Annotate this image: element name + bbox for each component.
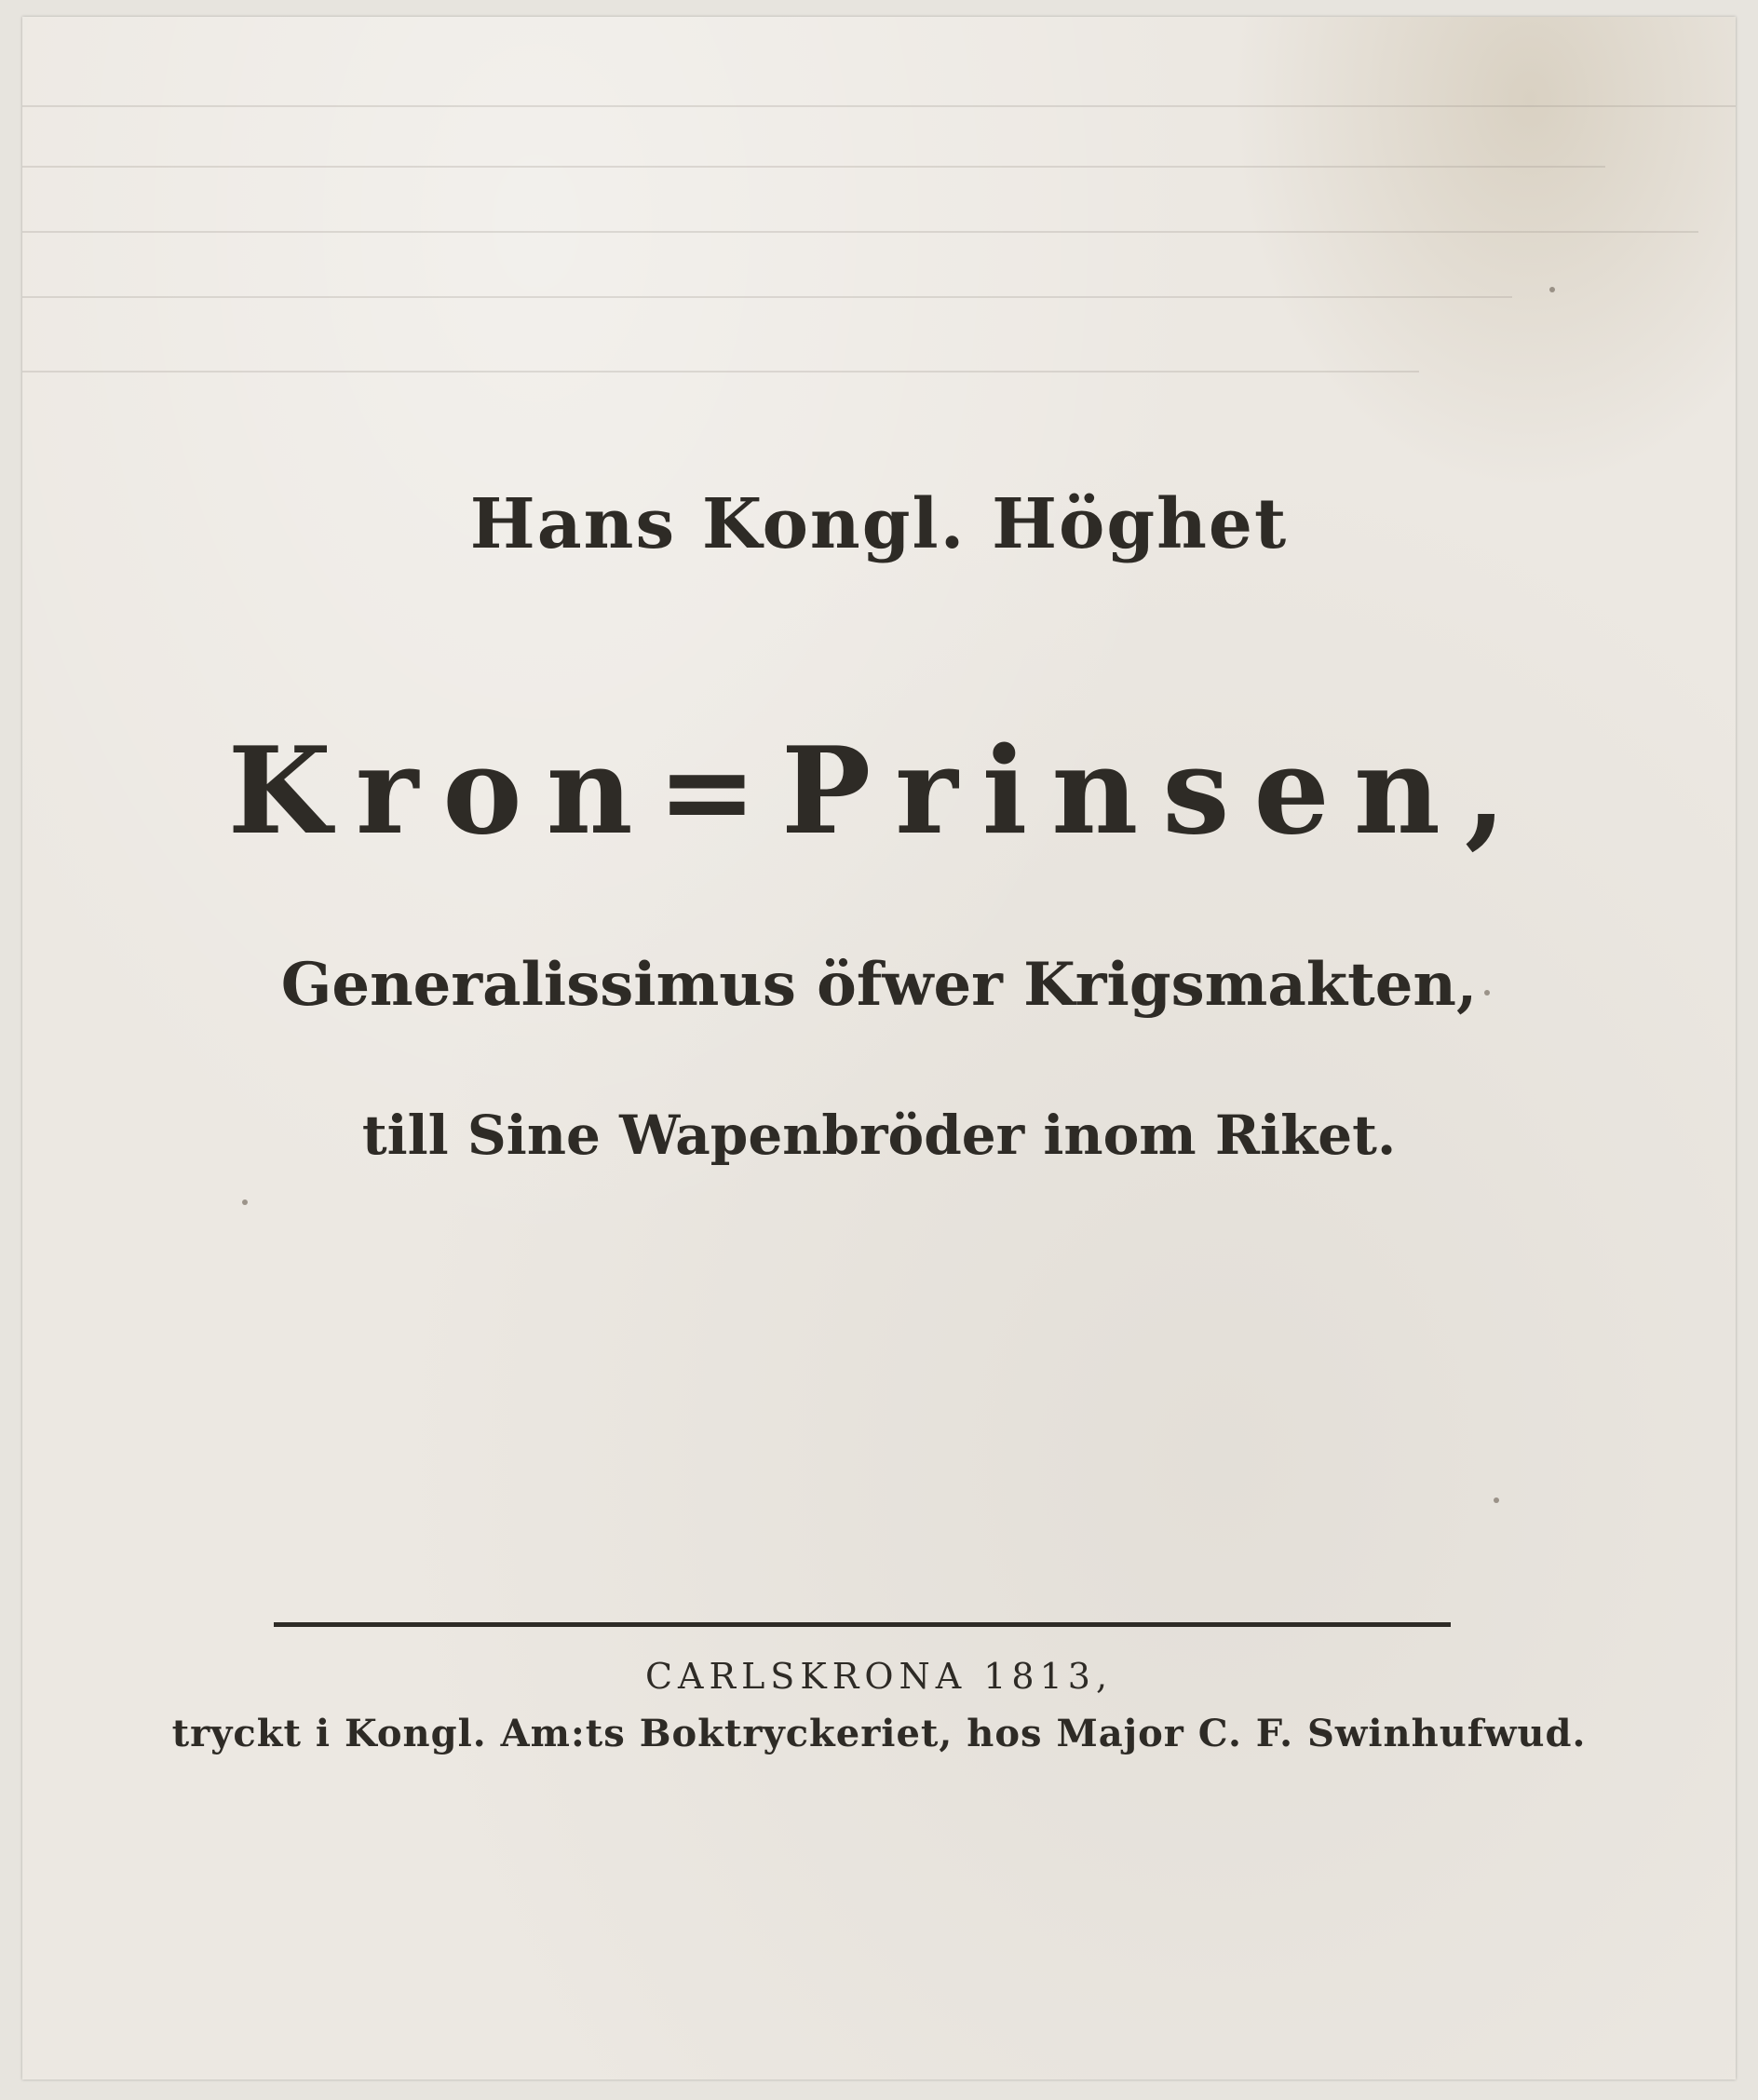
imprint-printer: tryckt i Kongl. Am:ts Boktryckeriet, hos Major C. F. Swinhufwud.: [171, 1712, 1587, 1755]
paper-wrinkle: [22, 231, 1698, 233]
paper-wrinkle: [22, 166, 1605, 168]
paper-wrinkle: [22, 371, 1419, 373]
paper-speck: [242, 1199, 248, 1205]
dedication-line: till Sine Wapenbröder inom Riket.: [361, 1104, 1397, 1167]
horizontal-rule: [274, 1622, 1451, 1627]
paper-wrinkle: [22, 296, 1512, 298]
imprint-place-year: CARLSKRONA 1813,: [644, 1656, 1114, 1697]
paper-speck: [1549, 287, 1555, 292]
paper-sheet: [22, 17, 1736, 2080]
paper-speck: [1494, 1497, 1499, 1503]
title-kron-prinsen: Kron=Prinsen,: [227, 722, 1531, 861]
subtitle-generalissimus: Generalissimus öfwer Krigsmakten,: [280, 950, 1478, 1020]
paper-wrinkle: [22, 105, 1736, 107]
heading-hans-kongl-hoghet: Hans Kongl. Höghet: [469, 484, 1289, 564]
